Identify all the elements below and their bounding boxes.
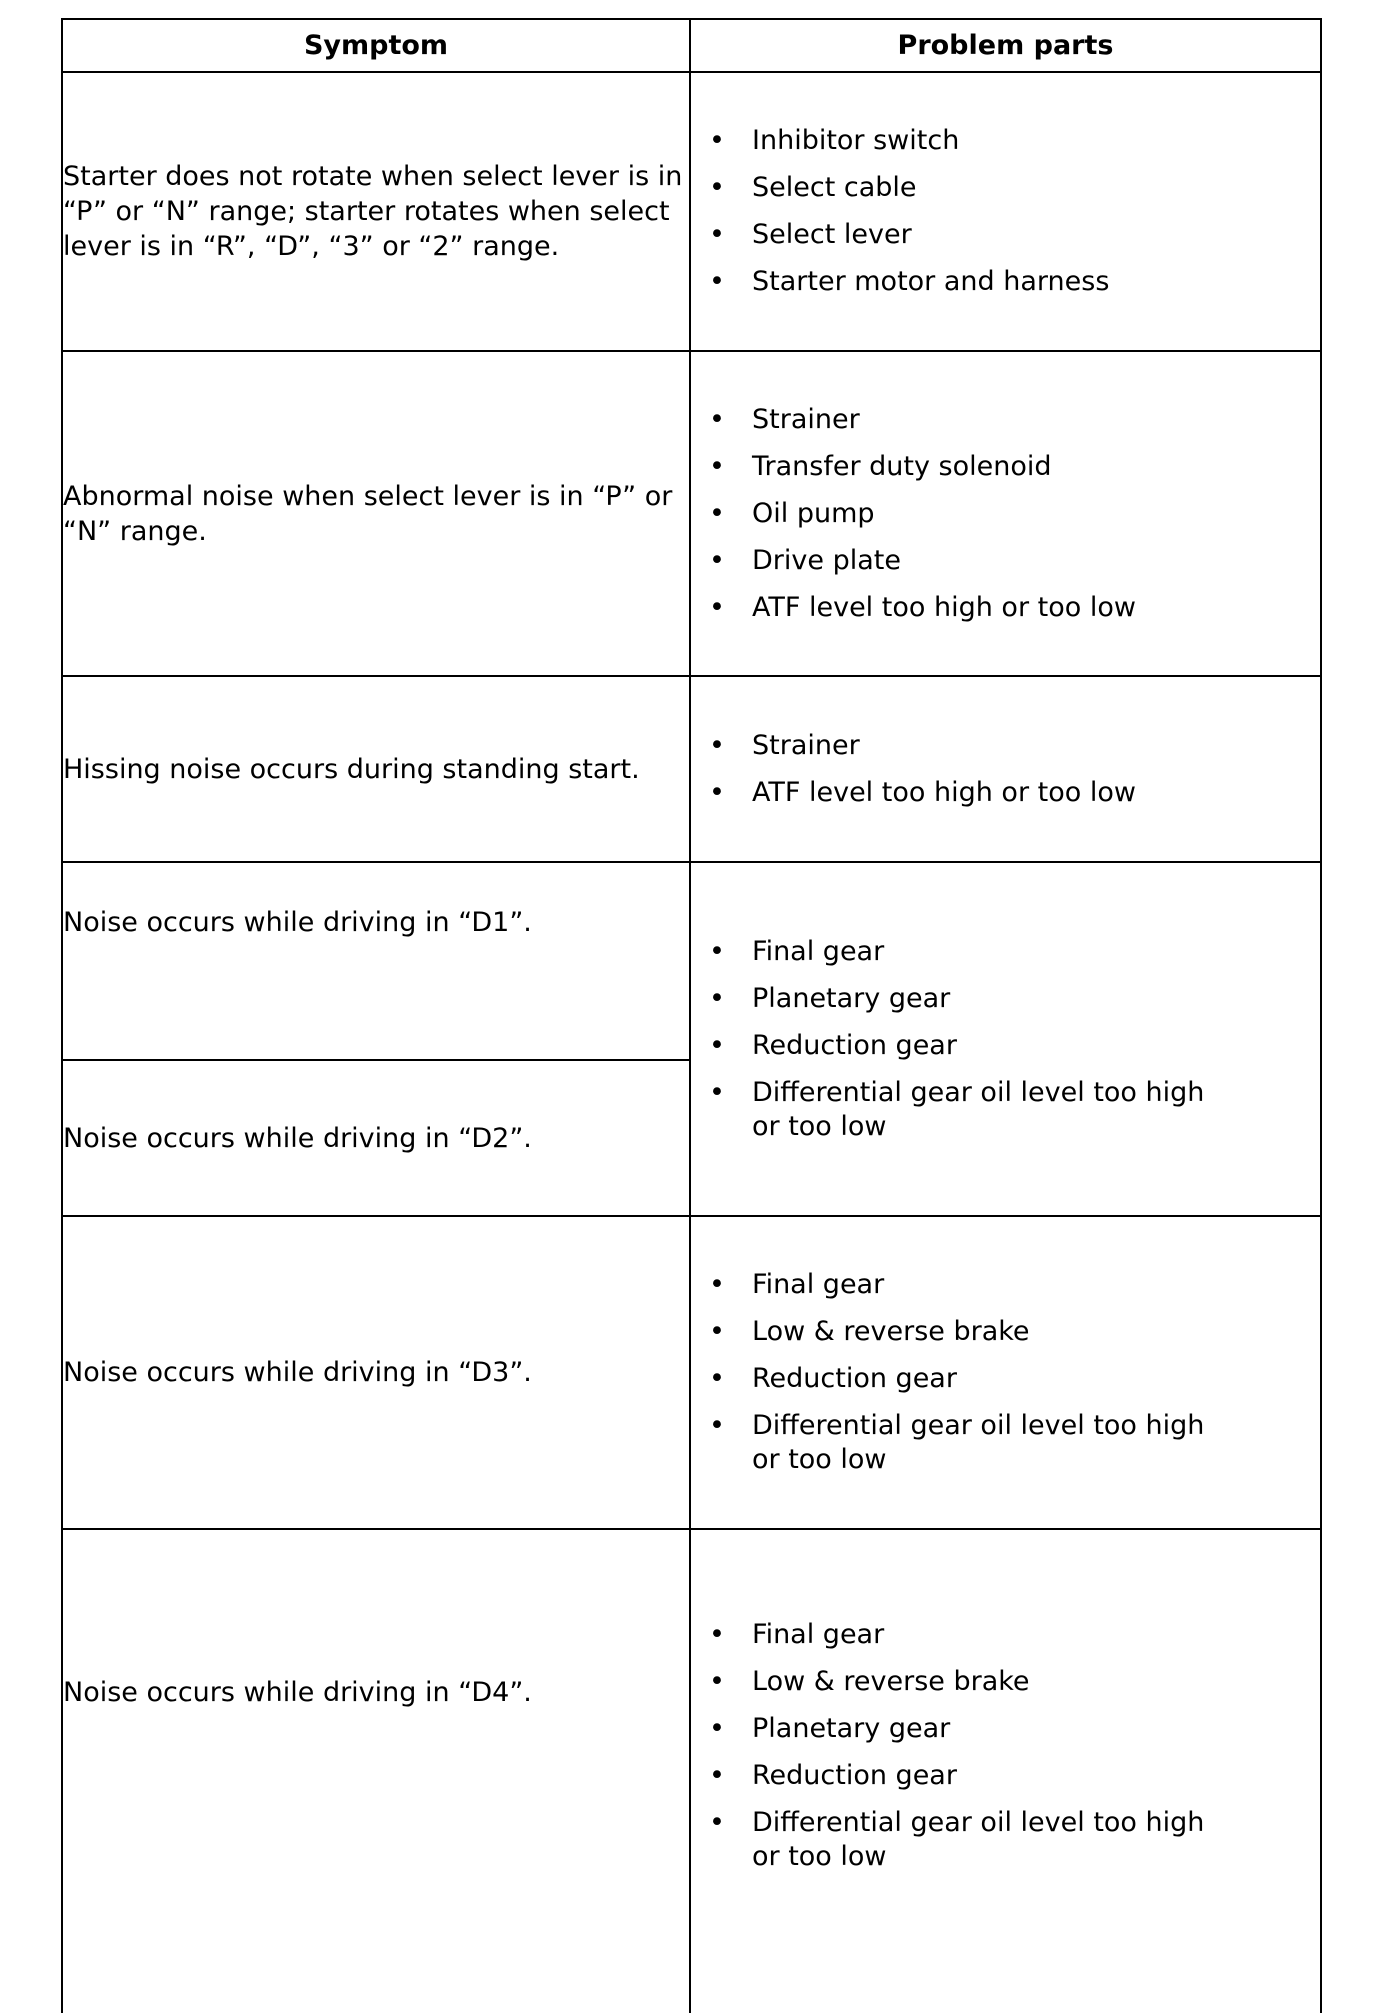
- part-name: Final gear: [752, 935, 885, 967]
- list-item: [691, 1618, 1230, 1652]
- part-name: Differential gear oil level too high or too low: [752, 1076, 1205, 1142]
- bullet-icon: •: [709, 125, 725, 156]
- bullet-icon: •: [709, 1807, 725, 1838]
- problem-parts-list: [691, 1618, 1320, 1874]
- table-row: [62, 72, 1321, 351]
- problem-parts-cell: [690, 676, 1321, 862]
- part-name: Select cable: [752, 172, 917, 203]
- bullet-icon: •: [709, 544, 725, 576]
- part-name: Starter motor and harness: [752, 266, 1110, 297]
- symptom-cell: Noise occurs while driving in “D4”.: [62, 1529, 690, 2013]
- part-name: Differential gear oil level too high or too low: [752, 1807, 1205, 1872]
- bullet-icon: •: [709, 1316, 725, 1347]
- problem-parts-cell: [690, 351, 1321, 676]
- problem-parts-list: [691, 124, 1320, 299]
- bullet-icon: •: [709, 1619, 725, 1650]
- list-item: [691, 544, 1230, 578]
- list-item: [691, 1665, 1230, 1699]
- table-row: [62, 1216, 1321, 1529]
- part-name: Reduction gear: [752, 1760, 957, 1791]
- problem-parts-list: [691, 403, 1320, 625]
- list-item: [691, 1759, 1230, 1793]
- bullet-icon: •: [709, 403, 725, 435]
- part-name: Reduction gear: [752, 1363, 957, 1394]
- list-item: [691, 1362, 1230, 1396]
- list-item: [691, 1409, 1230, 1477]
- list-item: [691, 1268, 1230, 1302]
- problem-parts-cell: [690, 862, 1321, 1216]
- list-item: [691, 1315, 1230, 1349]
- list-item: [691, 124, 1230, 158]
- table-row: [62, 676, 1321, 862]
- bullet-icon: •: [709, 935, 725, 967]
- symptom-cell: Noise occurs while driving in “D1”.: [62, 862, 690, 1060]
- bullet-icon: •: [709, 172, 725, 203]
- table-row: [62, 351, 1321, 676]
- bullet-icon: •: [709, 497, 725, 529]
- list-item: [691, 497, 1230, 531]
- part-name: Inhibitor switch: [752, 125, 960, 156]
- problem-parts-column-header: Problem parts: [690, 19, 1321, 72]
- bullet-icon: •: [709, 1029, 725, 1061]
- list-item: [691, 729, 1230, 763]
- list-item: [691, 1712, 1230, 1746]
- table-row: [62, 1529, 1321, 2013]
- part-name: Low & reverse brake: [752, 1666, 1030, 1697]
- list-item: [691, 218, 1230, 252]
- part-name: Low & reverse brake: [752, 1316, 1030, 1347]
- bullet-icon: •: [709, 219, 725, 250]
- part-name: Final gear: [752, 1269, 885, 1300]
- symptom-column-header: Symptom: [62, 19, 690, 72]
- part-name: Planetary gear: [752, 1713, 951, 1744]
- bullet-icon: •: [709, 1760, 725, 1791]
- list-item: [691, 403, 1230, 437]
- symptom-cell: Noise occurs while driving in “D3”.: [62, 1216, 690, 1529]
- bullet-icon: •: [709, 1410, 725, 1441]
- symptom-cell: Starter does not rotate when select lever is in “P” or “N” range; starter rotates when select lever is in “R”, “D”, “3” or “2” range.: [62, 72, 690, 351]
- list-item: [691, 1076, 1230, 1144]
- list-item: [691, 982, 1230, 1016]
- bullet-icon: •: [709, 729, 725, 761]
- bullet-icon: •: [709, 1713, 725, 1744]
- symptom-cell: Abnormal noise when select lever is in “P” or “N” range.: [62, 351, 690, 676]
- part-name: ATF level too high or too low: [752, 776, 1136, 808]
- part-name: Strainer: [752, 403, 860, 435]
- part-name: ATF level too high or too low: [752, 591, 1136, 623]
- list-item: [691, 265, 1230, 299]
- list-item: [691, 776, 1230, 810]
- bullet-icon: •: [709, 266, 725, 297]
- list-item: [691, 591, 1230, 625]
- list-item: [691, 450, 1230, 484]
- problem-parts-list: [691, 1268, 1320, 1477]
- bullet-icon: •: [709, 1076, 725, 1108]
- part-name: Planetary gear: [752, 982, 951, 1014]
- list-item: [691, 171, 1230, 205]
- troubleshooting-table: [61, 18, 1322, 2013]
- list-item: [691, 1806, 1230, 1874]
- problem-parts-cell: [690, 72, 1321, 351]
- part-name: Select lever: [752, 219, 912, 250]
- bullet-icon: •: [709, 1363, 725, 1394]
- part-name: Drive plate: [752, 544, 901, 576]
- bullet-icon: •: [709, 591, 725, 623]
- part-name: Strainer: [752, 729, 860, 761]
- bullet-icon: •: [709, 1269, 725, 1300]
- problem-parts-list: [691, 935, 1320, 1144]
- part-name: Oil pump: [752, 497, 875, 529]
- bullet-icon: •: [709, 982, 725, 1014]
- bullet-icon: •: [709, 1666, 725, 1697]
- bullet-icon: •: [709, 450, 725, 482]
- list-item: [691, 935, 1230, 969]
- table-row: [62, 862, 1321, 1060]
- part-name: Reduction gear: [752, 1029, 957, 1061]
- problem-parts-cell: [690, 1529, 1321, 2013]
- bullet-icon: •: [709, 776, 725, 808]
- symptom-cell: Noise occurs while driving in “D2”.: [62, 1060, 690, 1216]
- list-item: [691, 1029, 1230, 1063]
- symptom-cell: Hissing noise occurs during standing start.: [62, 676, 690, 862]
- part-name: Transfer duty solenoid: [752, 450, 1052, 482]
- problem-parts-list: [691, 729, 1320, 810]
- problem-parts-cell: [690, 1216, 1321, 1529]
- part-name: Final gear: [752, 1619, 885, 1650]
- table-header-row: [62, 19, 1321, 72]
- part-name: Differential gear oil level too high or too low: [752, 1410, 1205, 1475]
